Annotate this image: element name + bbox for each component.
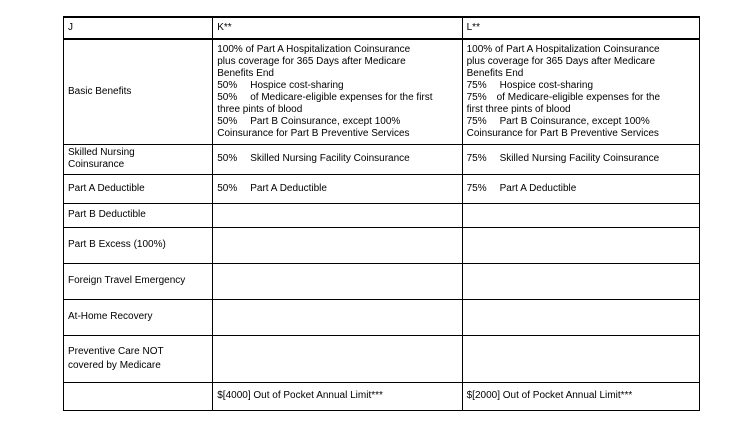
text-line: 100% of Part A Hospitalization Coinsurance (217, 43, 411, 55)
foreign-travel-k-cell (213, 263, 462, 299)
row-label-foreign-travel: Foreign Travel Emergency (64, 263, 213, 299)
skilled-nursing-k-cell (213, 144, 462, 174)
benefit-text: Part A Deductible (250, 182, 327, 194)
row-label-preventive-care (64, 335, 213, 382)
at-home-recovery-k-cell (213, 299, 462, 335)
part-b-deductible-k-cell (213, 203, 462, 227)
benefit-text: of Medicare-eligible expenses for the first (250, 91, 433, 103)
percent-value: 75% (466, 91, 487, 103)
part-b-excess-k-cell (213, 227, 462, 263)
percent-value: 50% (217, 115, 238, 127)
hospice-line (467, 80, 695, 92)
blood-line (467, 92, 695, 104)
at-home-recovery-l-cell (462, 299, 699, 335)
basic-benefits-l-cell (462, 39, 699, 144)
row-label-part-b-deductible: Part B Deductible (64, 203, 213, 227)
table-row-at-home-recovery (64, 299, 700, 335)
header-cell-l: L** (462, 17, 699, 39)
text-line: Coinsurance for Part B Preventive Services (217, 127, 410, 139)
percent-value: 50% (217, 91, 238, 103)
preventive-care-k-cell (213, 335, 462, 382)
percent-value: 50% (217, 153, 238, 164)
row-label-part-b-excess: Part B Excess (100%) (64, 227, 213, 263)
part-a-deductible-k-cell (213, 174, 462, 203)
part-b-deductible-l-cell (462, 203, 699, 227)
part-b-line (467, 116, 695, 128)
percent-value: 75% (466, 115, 487, 127)
benefit-text: Hospice cost-sharing (250, 79, 344, 91)
percent-value: 50% (217, 182, 238, 194)
text-line: three pints of blood (217, 103, 303, 115)
table-row-skilled-nursing (64, 144, 700, 174)
table-row-part-b-excess (64, 227, 700, 263)
percent-value: 75% (466, 153, 487, 164)
label-line: Coinsurance (68, 159, 125, 170)
skilled-nursing-l-cell (462, 144, 699, 174)
text-line: Coinsurance for Part B Preventive Services (466, 127, 659, 139)
table-row-part-b-deductible (64, 203, 700, 227)
medigap-plan-comparison-table (63, 16, 700, 411)
text-line: plus coverage for 365 Days after Medicare (466, 55, 656, 67)
row-label-at-home-recovery: At-Home Recovery (64, 299, 213, 335)
text-line: Benefits End (466, 67, 524, 79)
text-line: plus coverage for 365 Days after Medicare (217, 55, 406, 67)
benefit-text: of Medicare-eligible expenses for the (496, 91, 661, 103)
blood-line (217, 92, 457, 104)
hospice-line (217, 80, 457, 92)
basic-benefits-k-cell (213, 39, 462, 144)
text-line: 100% of Part A Hospitalization Coinsurance (466, 43, 660, 55)
part-b-line (217, 116, 457, 128)
text-line: first three pints of blood (466, 103, 571, 115)
percent-value: 50% (217, 79, 238, 91)
percent-value: 75% (466, 182, 487, 194)
part-b-excess-l-cell (462, 227, 699, 263)
benefit-text: Skilled Nursing Facility Coinsurance (250, 153, 410, 164)
row-label-skilled-nursing (64, 144, 213, 174)
percent-value: 75% (466, 79, 487, 91)
table-header-row (64, 17, 700, 39)
header-cell-j: J (64, 17, 213, 39)
label-line: Skilled Nursing (68, 147, 135, 158)
row-label-basic-benefits: Basic Benefits (64, 39, 213, 144)
foreign-travel-l-cell (462, 263, 699, 299)
benefit-text: Part A Deductible (499, 182, 577, 194)
out-of-pocket-k-cell: $[4000] Out of Pocket Annual Limit*** (213, 382, 462, 410)
label-line: Preventive Care NOT (68, 345, 164, 357)
benefit-text: Part B Coinsurance, except 100% (499, 115, 650, 127)
label-line: covered by Medicare (68, 359, 161, 371)
benefit-text: Part B Coinsurance, except 100% (250, 115, 401, 127)
benefit-text: Hospice cost-sharing (499, 79, 593, 91)
preventive-care-l-cell (462, 335, 699, 382)
table-row-part-a-deductible (64, 174, 700, 203)
benefit-text: Skilled Nursing Facility Coinsurance (499, 153, 660, 164)
table-row-basic-benefits (64, 39, 700, 144)
text-line: Benefits End (217, 67, 274, 79)
table-row-preventive-care (64, 335, 700, 382)
table-row-foreign-travel (64, 263, 700, 299)
header-cell-k: K** (213, 17, 462, 39)
out-of-pocket-l-cell: $[2000] Out of Pocket Annual Limit*** (462, 382, 699, 410)
row-label-part-a-deductible: Part A Deductible (64, 174, 213, 203)
row-label-out-of-pocket (64, 382, 213, 410)
table-row-out-of-pocket (64, 382, 700, 410)
part-a-deductible-l-cell (462, 174, 699, 203)
